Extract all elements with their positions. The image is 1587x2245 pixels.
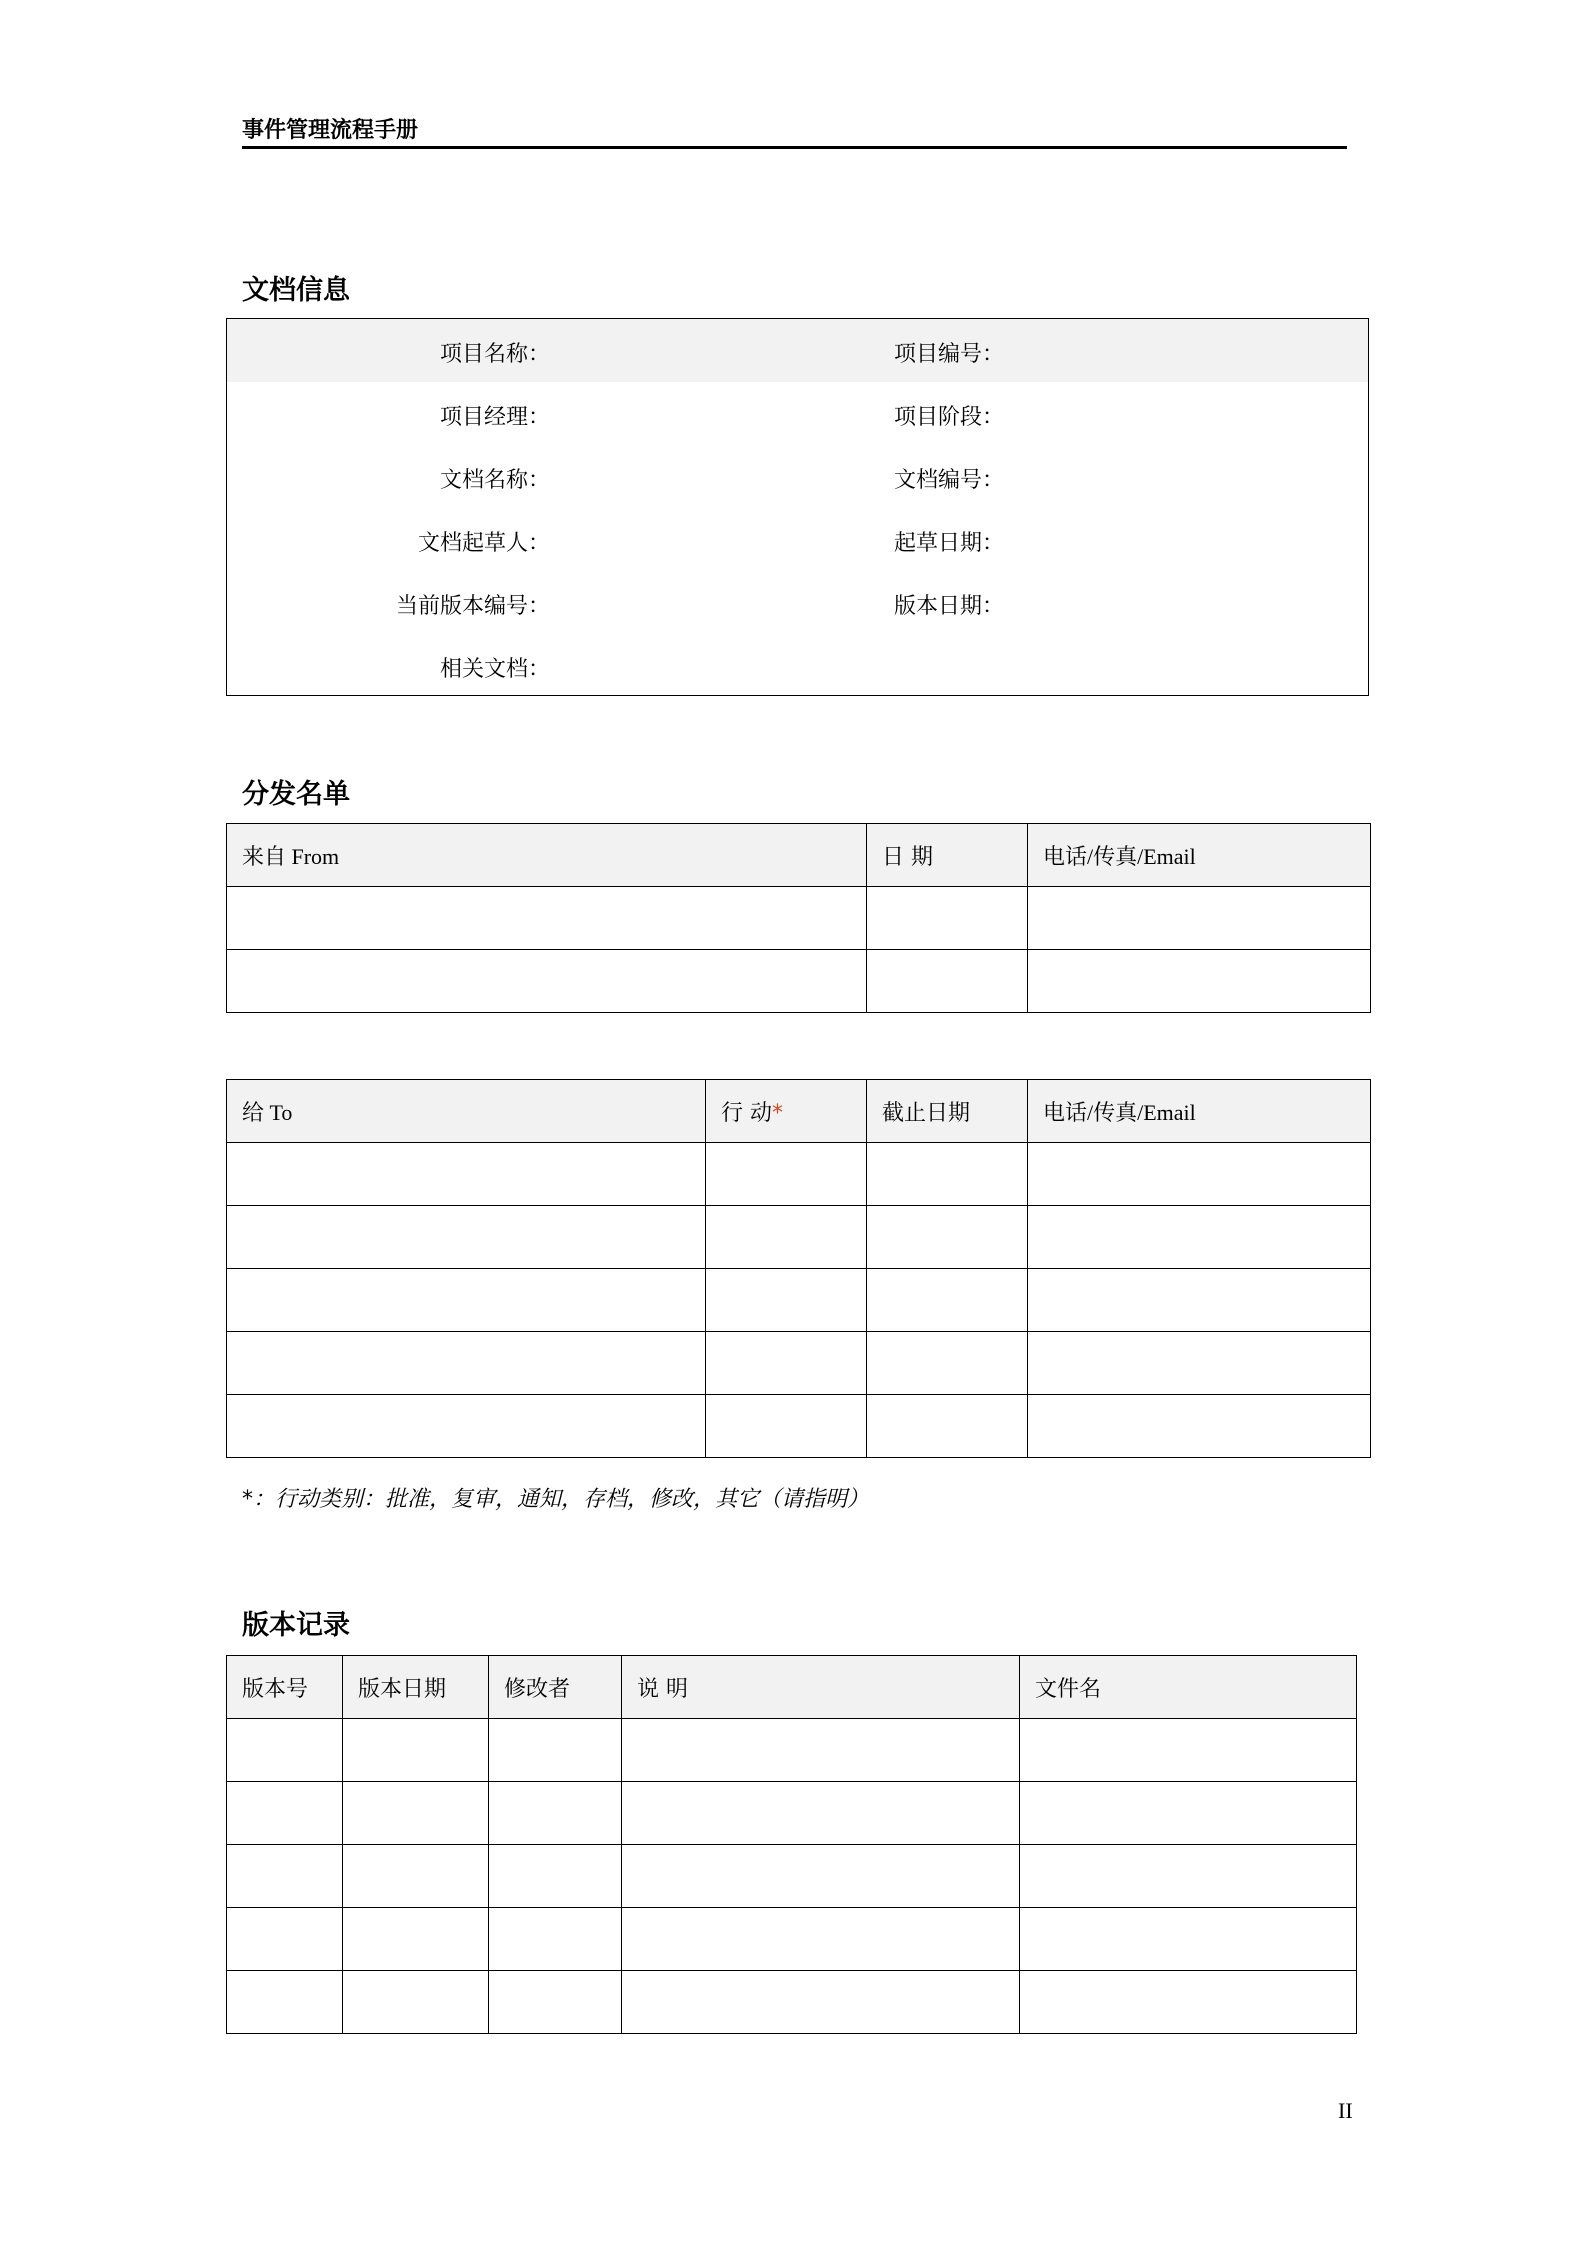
version-date-cell[interactable] xyxy=(343,1971,489,2034)
filename-cell[interactable] xyxy=(1020,1845,1357,1908)
label-document-name: 文档名称： xyxy=(439,468,550,493)
label-project-phase: 项目阶段： xyxy=(894,405,1005,430)
doc-info-box xyxy=(226,318,1369,696)
table-row xyxy=(227,1395,1371,1458)
version-cell[interactable] xyxy=(227,1782,343,1845)
col-header-version-date: 版本日期 xyxy=(343,1656,489,1719)
version-cell[interactable] xyxy=(227,1908,343,1971)
to-cell[interactable] xyxy=(227,1143,706,1206)
col-header-date: 日 期 xyxy=(867,824,1028,887)
filename-cell[interactable] xyxy=(1020,1719,1357,1782)
table-header-row xyxy=(227,1080,1371,1143)
action-type-footnote: *：行动类别：批准，复审，通知，存档，修改，其它（请指明） xyxy=(242,1487,870,1512)
running-header-title: 事件管理流程手册 xyxy=(242,118,419,143)
deadline-cell[interactable] xyxy=(867,1206,1028,1269)
section-title-version-history: 版本记录 xyxy=(242,1610,350,1641)
table-row xyxy=(227,1845,1357,1908)
label-draft-date: 起草日期： xyxy=(894,531,1005,556)
label-document-number: 文档编号： xyxy=(894,468,1005,493)
deadline-cell[interactable] xyxy=(867,1269,1028,1332)
col-header-modifier: 修改者 xyxy=(489,1656,622,1719)
from-cell[interactable] xyxy=(227,887,867,950)
distribution-to-table xyxy=(226,1079,1371,1458)
version-date-cell[interactable] xyxy=(343,1908,489,1971)
description-cell[interactable] xyxy=(622,1845,1020,1908)
info-row xyxy=(227,319,1368,382)
description-cell[interactable] xyxy=(622,1908,1020,1971)
info-row xyxy=(227,382,1368,445)
table-header-row xyxy=(227,1656,1357,1719)
col-header-filename: 文件名 xyxy=(1020,1656,1357,1719)
modifier-cell[interactable] xyxy=(489,1971,622,2034)
action-cell[interactable] xyxy=(706,1269,867,1332)
label-project-manager: 项目经理： xyxy=(439,405,550,430)
table-row xyxy=(227,1332,1371,1395)
version-cell[interactable] xyxy=(227,1845,343,1908)
contact-cell[interactable] xyxy=(1028,887,1371,950)
col-header-action xyxy=(706,1080,867,1143)
label-related-documents: 相关文档： xyxy=(439,657,550,682)
description-cell[interactable] xyxy=(622,1971,1020,2034)
header-rule xyxy=(242,146,1347,149)
page-number: II xyxy=(1338,2098,1353,2123)
deadline-cell[interactable] xyxy=(867,1395,1028,1458)
col-header-contact: 电话/传真/Email xyxy=(1028,1080,1371,1143)
col-header-version: 版本号 xyxy=(227,1656,343,1719)
contact-cell[interactable] xyxy=(1028,1332,1371,1395)
action-cell[interactable] xyxy=(706,1332,867,1395)
version-date-cell[interactable] xyxy=(343,1782,489,1845)
col-header-deadline: 截止日期 xyxy=(867,1080,1028,1143)
version-history-table xyxy=(226,1655,1357,2034)
from-cell[interactable] xyxy=(227,950,867,1013)
col-header-description: 说 明 xyxy=(622,1656,1020,1719)
table-row xyxy=(227,1908,1357,1971)
info-row xyxy=(227,634,1368,697)
contact-cell[interactable] xyxy=(1028,950,1371,1013)
to-cell[interactable] xyxy=(227,1269,706,1332)
description-cell[interactable] xyxy=(622,1782,1020,1845)
info-row xyxy=(227,508,1368,571)
action-label: 行 动 xyxy=(721,1100,772,1126)
description-cell[interactable] xyxy=(622,1719,1020,1782)
col-header-to: 给 To xyxy=(227,1080,706,1143)
table-row xyxy=(227,887,1371,950)
action-cell[interactable] xyxy=(706,1143,867,1206)
filename-cell[interactable] xyxy=(1020,1782,1357,1845)
label-document-drafter: 文档起草人： xyxy=(417,531,550,556)
filename-cell[interactable] xyxy=(1020,1971,1357,2034)
to-cell[interactable] xyxy=(227,1395,706,1458)
section-title-doc-info: 文档信息 xyxy=(242,275,350,306)
version-cell[interactable] xyxy=(227,1719,343,1782)
table-row xyxy=(227,1782,1357,1845)
table-row xyxy=(227,1206,1371,1269)
table-row xyxy=(227,1719,1357,1782)
label-version-date: 版本日期： xyxy=(894,594,1005,619)
date-cell[interactable] xyxy=(867,887,1028,950)
section-title-distribution: 分发名单 xyxy=(242,779,350,810)
label-project-name: 项目名称： xyxy=(439,342,550,367)
deadline-cell[interactable] xyxy=(867,1332,1028,1395)
to-cell[interactable] xyxy=(227,1206,706,1269)
deadline-cell[interactable] xyxy=(867,1143,1028,1206)
contact-cell[interactable] xyxy=(1028,1206,1371,1269)
to-cell[interactable] xyxy=(227,1332,706,1395)
action-cell[interactable] xyxy=(706,1206,867,1269)
info-row xyxy=(227,571,1368,634)
table-row xyxy=(227,950,1371,1013)
filename-cell[interactable] xyxy=(1020,1908,1357,1971)
table-row xyxy=(227,1269,1371,1332)
modifier-cell[interactable] xyxy=(489,1845,622,1908)
version-cell[interactable] xyxy=(227,1971,343,2034)
modifier-cell[interactable] xyxy=(489,1782,622,1845)
action-cell[interactable] xyxy=(706,1395,867,1458)
table-row xyxy=(227,1143,1371,1206)
contact-cell[interactable] xyxy=(1028,1143,1371,1206)
version-date-cell[interactable] xyxy=(343,1719,489,1782)
modifier-cell[interactable] xyxy=(489,1908,622,1971)
required-asterisk: * xyxy=(772,1100,783,1126)
version-date-cell[interactable] xyxy=(343,1845,489,1908)
table-row xyxy=(227,1971,1357,2034)
date-cell[interactable] xyxy=(867,950,1028,1013)
info-row xyxy=(227,445,1368,508)
contact-cell[interactable] xyxy=(1028,1395,1371,1458)
modifier-cell[interactable] xyxy=(489,1719,622,1782)
table-header-row xyxy=(227,824,1371,887)
col-header-contact: 电话/传真/Email xyxy=(1028,824,1371,887)
label-current-version: 当前版本编号： xyxy=(395,594,550,619)
label-project-number: 项目编号： xyxy=(894,342,1005,367)
distribution-from-table xyxy=(226,823,1371,1013)
contact-cell[interactable] xyxy=(1028,1269,1371,1332)
col-header-from: 来自 From xyxy=(227,824,867,887)
